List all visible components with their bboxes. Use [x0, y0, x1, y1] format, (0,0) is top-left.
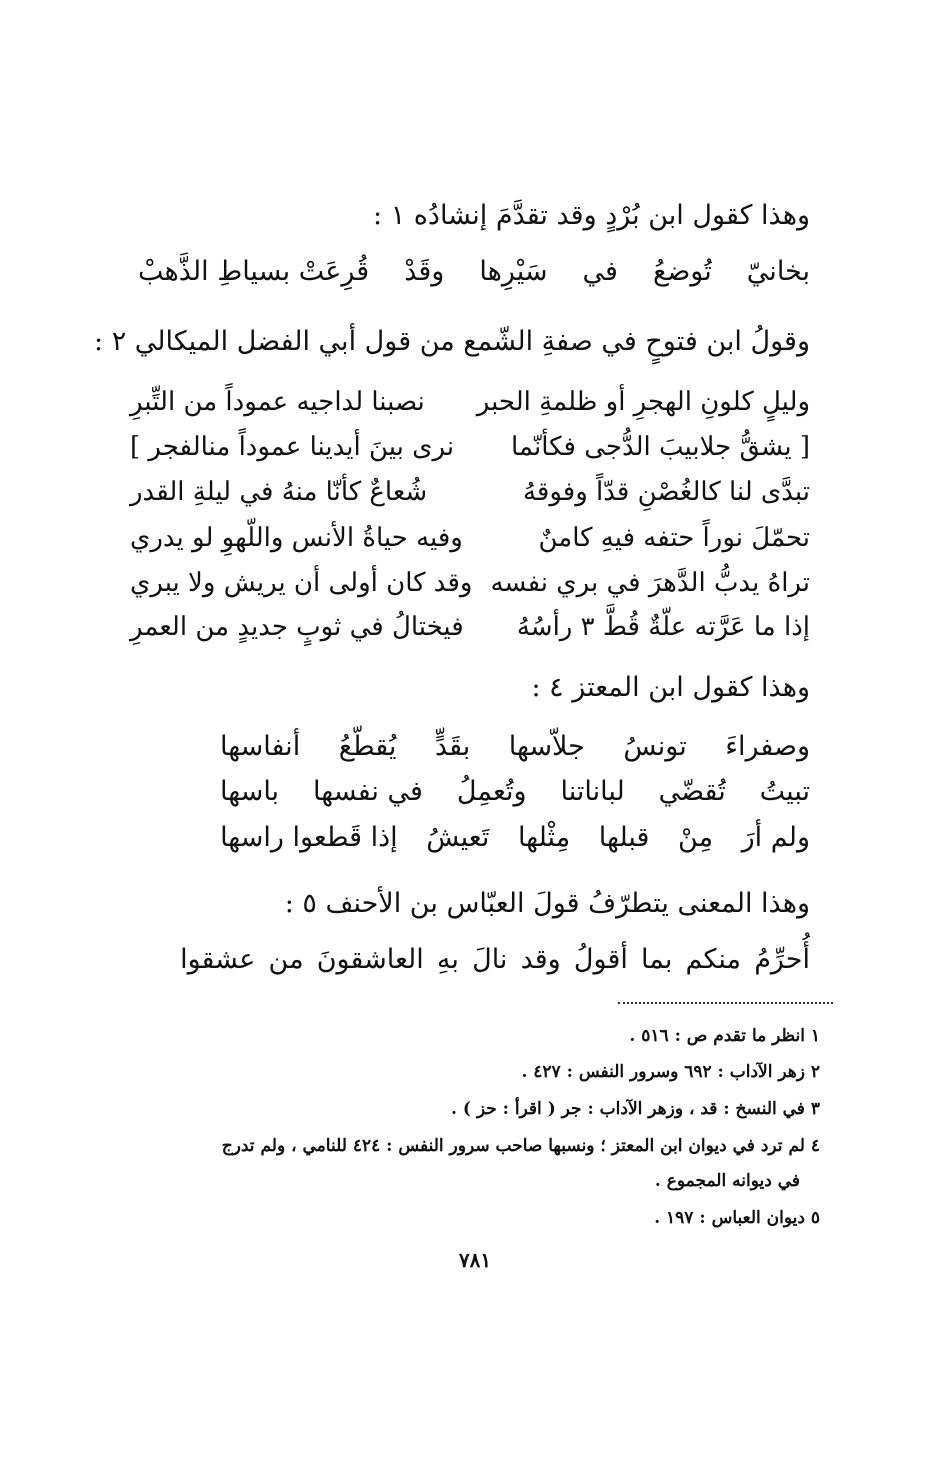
verse-4-word: نالَ	[472, 944, 508, 975]
poem-3-word: إذا قَطعوا راسها	[220, 822, 398, 853]
verse-4-word: عشقوا	[180, 944, 256, 975]
footnote: ٣ في النسخ : قد ، وزهر الآداب : جر ( اقرأ : حز ) .	[451, 1099, 820, 1119]
poem-3-word: بقَدٍّ	[434, 731, 471, 762]
intro-line-4: وهذا المعنى يتطرّفُ قولَ العبّاس بن الأحنف ٥ :	[284, 888, 810, 919]
verse-4-word: أقولُ	[573, 944, 628, 975]
poem-3-word: لباناتنا	[560, 776, 625, 807]
poem-3-word: تبيتُ	[759, 776, 810, 807]
footnote: ٤ لم ترد في ديوان ابن المعتز ؛ ونسبها صاحب سرور النفس : ٤٢٤ للنامي ، ولم تدرج	[221, 1136, 820, 1156]
poem-line	[130, 472, 810, 512]
verse-1-word: بخانيّ	[746, 256, 810, 287]
second-hemistich: وفيه حياةُ الأنس واللّهوِ لو يدري	[130, 523, 463, 553]
intro-line-1: وهذا كقول ابن بُرْدٍ وقد تقدَّمَ إنشادُه ١ :	[373, 200, 810, 231]
poem-3-word: تَعيشُ	[426, 822, 490, 853]
poem-3-word: يُقطّعُ	[338, 731, 397, 762]
verse-4-word: بما	[641, 944, 673, 975]
poem-3-word: في نفسها	[313, 776, 423, 807]
poem-3-word: وتُعمِلُ	[456, 776, 527, 807]
first-hemistich: وليلٍ كلونِ الهجرِ أو ظلمةِ الحبر	[476, 387, 810, 417]
poem-3-word: تونسُ	[623, 731, 687, 762]
footnote-divider	[618, 1002, 833, 1004]
verse-4-word: من	[268, 944, 304, 975]
footnote: ٢ زهر الآداب : ٦٩٢ وسرور النفس : ٤٢٧ .	[521, 1062, 820, 1082]
verse-4-word: العاشقونَ	[316, 944, 424, 975]
first-hemistich: تبدَّى لنا كالغُصْنِ قدّاً وفوقهُ	[522, 477, 810, 507]
verse-4	[180, 940, 810, 980]
verse-1-word: تُوضعُ	[653, 256, 712, 287]
first-hemistich: تحمّلَ نوراً حتفه فيهِ كامنٌ	[538, 523, 810, 553]
second-hemistich: وقد كان أولى أن يريش ولا يبري	[130, 568, 473, 598]
verse-4-word: بهِ	[436, 944, 459, 975]
poem-line	[130, 563, 810, 603]
intro-line-2: وقولُ ابن فتوحٍ في صفةِ الشّمع من قول أبي الفضل الميكالي ٢ :	[94, 326, 810, 357]
poem-3-word: باسها	[220, 776, 280, 807]
intro-line-3: وهذا كقول ابن المعتز ٤ :	[531, 672, 810, 703]
first-hemistich: [ يشقُّ جلابيبَ الدُّجى فكأنّما	[511, 432, 810, 462]
verse-4-word: أُحرِّمُ	[754, 944, 810, 975]
poem-3-word: جلاّسها	[508, 731, 585, 762]
poem-3-word: وصفراءَ	[725, 731, 810, 762]
poem-3-word: مِثْلها	[517, 822, 571, 853]
second-hemistich: نصبنا لداجيه عموداً من التِّبرِ	[130, 387, 425, 417]
footnote: ٥ ديوان العباس : ١٩٧ .	[654, 1208, 820, 1228]
second-hemistich: فيختالُ في ثوبٍ جديدٍ من العمرِ	[130, 612, 464, 642]
second-hemistich: نرى بينَ أيدينا عموداً منالفجر ]	[130, 432, 455, 462]
second-hemistich: شُعاعٌ كأنّا منهُ في ليلةِ القدر	[130, 477, 428, 507]
poem-3-line	[220, 818, 810, 858]
poem-3-word: أنفاسها	[220, 731, 301, 762]
poem-line	[130, 382, 810, 422]
poem-line	[130, 518, 810, 558]
poem-3-word: تُقضّي	[658, 776, 726, 807]
poem-line	[130, 427, 810, 467]
verse-4-word: منكم	[685, 944, 742, 975]
page-number: ٧٨١	[458, 1248, 492, 1272]
verse-4-word: وقد	[520, 944, 561, 975]
poem-3-word: ولم أرَ	[741, 822, 810, 853]
verse-1-word: في	[582, 256, 618, 287]
footnote: ١ انظر ما تقدم ص : ٥١٦ .	[629, 1026, 820, 1046]
verse-1-word: قُرِعَتْ بسياطِ الذَّهبْ	[138, 256, 370, 287]
verse-1	[138, 252, 810, 292]
poem-line	[130, 607, 810, 647]
poem-3-word: مِنْ	[678, 822, 714, 853]
verse-1-word: سَيْرِها	[479, 256, 548, 287]
first-hemistich: تراهُ يدبُّ الدَّهرَ في بري نفسه	[490, 568, 810, 598]
footnote-continuation: في ديوانه المجموع .	[654, 1171, 800, 1191]
verse-1-word: وقَدْ	[404, 256, 445, 287]
poem-3-word: قبلها	[598, 822, 650, 853]
poem-3-line	[220, 772, 810, 812]
poem-3-line	[220, 727, 810, 767]
first-hemistich: إذا ما عَرَّته علّةٌ قُطَّ ٣ رأسُهُ	[516, 612, 810, 642]
